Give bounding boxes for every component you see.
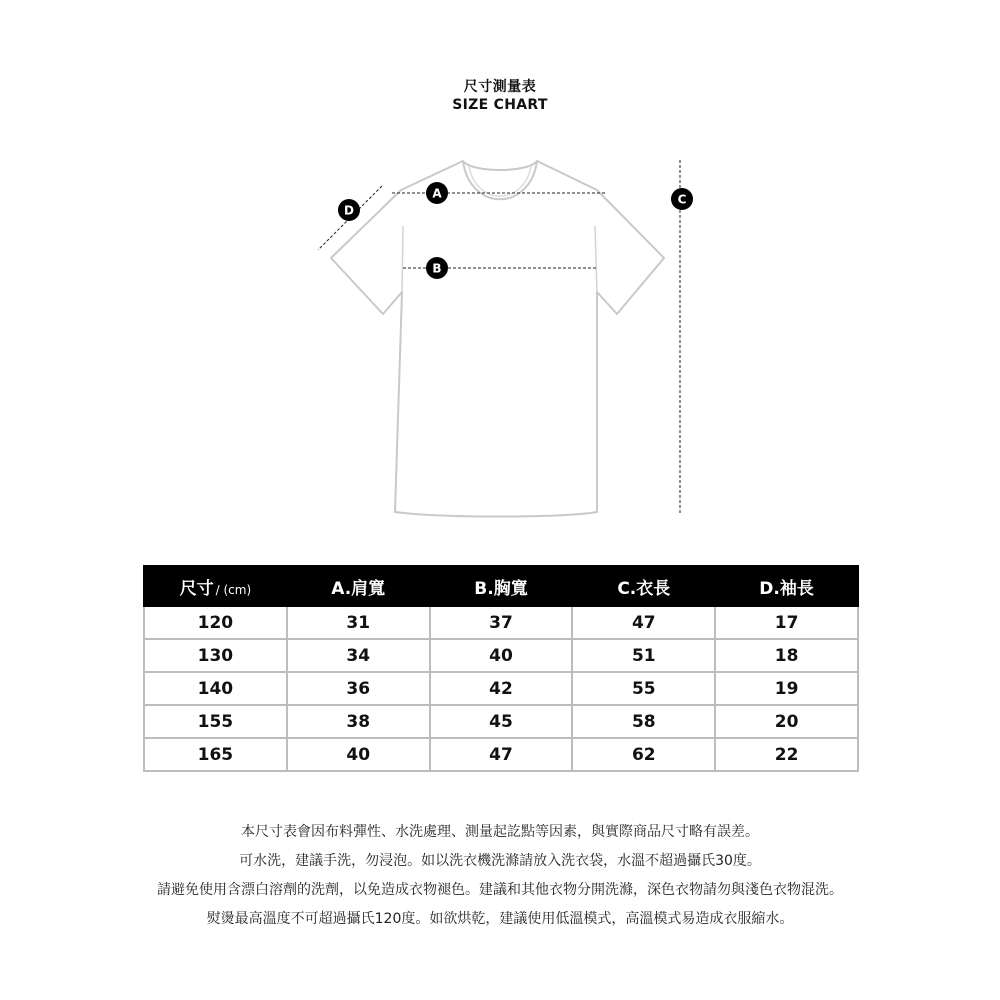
marker-d (338, 199, 360, 221)
cell-size: 140 (144, 672, 287, 705)
marker-b (426, 257, 448, 279)
cell-length: 55 (572, 672, 715, 705)
header-shoulder: A.肩寬 (287, 566, 430, 606)
cell-sleeve: 18 (715, 639, 858, 672)
marker-a-label: A (432, 186, 442, 201)
marker-c-label: C (677, 192, 687, 207)
header-size-label: 尺寸 (179, 578, 214, 599)
cell-shoulder: 34 (287, 639, 430, 672)
cell-shoulder: 36 (287, 672, 430, 705)
cell-length: 62 (572, 738, 715, 771)
cell-shoulder: 38 (287, 705, 430, 738)
marker-a (426, 182, 448, 204)
note-line: 可水洗，建議手洗，勿浸泡。如以洗衣機洗滌請放入洗衣袋，水溫不超過攝氏30度。 (239, 853, 761, 869)
marker-c (671, 188, 693, 210)
cell-chest: 37 (430, 606, 573, 639)
note-line: 熨燙最高溫度不可超過攝氏120度。如欲烘乾，建議使用低溫模式，高溫模式易造成衣服縮水。 (206, 911, 794, 927)
cell-size: 120 (144, 606, 287, 639)
tshirt-outline (331, 161, 664, 517)
tshirt-armhole-left (402, 226, 403, 292)
cell-size: 130 (144, 639, 287, 672)
cell-length: 51 (572, 639, 715, 672)
chart-subtitle: SIZE CHART (452, 97, 548, 113)
note-line: 請避免使用含漂白溶劑的洗劑，以免造成衣物褪色。建議和其他衣物分開洗滌，深色衣物請勿與淺色衣物混洗。 (157, 882, 843, 898)
care-notes (0, 818, 1000, 934)
cell-chest: 45 (430, 705, 573, 738)
size-table (143, 565, 859, 772)
cell-chest: 47 (430, 738, 573, 771)
table-row (144, 606, 858, 639)
cell-length: 47 (572, 606, 715, 639)
table-row (144, 705, 858, 738)
note-line: 本尺寸表會因布料彈性、水洗處理、測量起訖點等因素，與實際商品尺寸略有誤差。 (241, 824, 759, 840)
cell-size: 165 (144, 738, 287, 771)
chart-title: 尺寸測量表 (463, 79, 537, 95)
cell-sleeve: 22 (715, 738, 858, 771)
table-row (144, 672, 858, 705)
cell-shoulder: 40 (287, 738, 430, 771)
table-row (144, 738, 858, 771)
cell-size: 155 (144, 705, 287, 738)
header-length: C.衣長 (572, 566, 715, 606)
marker-d-label: D (344, 203, 354, 218)
table-row (144, 639, 858, 672)
cell-sleeve: 19 (715, 672, 858, 705)
cell-shoulder: 31 (287, 606, 430, 639)
marker-b-label: B (432, 261, 442, 276)
size-table-header (144, 566, 858, 606)
cell-chest: 42 (430, 672, 573, 705)
cell-chest: 40 (430, 639, 573, 672)
cell-sleeve: 17 (715, 606, 858, 639)
header-size (144, 566, 287, 606)
header-unit: / (cm) (215, 582, 252, 597)
header-sleeve: D.袖長 (715, 566, 858, 606)
cell-length: 58 (572, 705, 715, 738)
cell-sleeve: 20 (715, 705, 858, 738)
header-chest: B.胸寬 (430, 566, 573, 606)
